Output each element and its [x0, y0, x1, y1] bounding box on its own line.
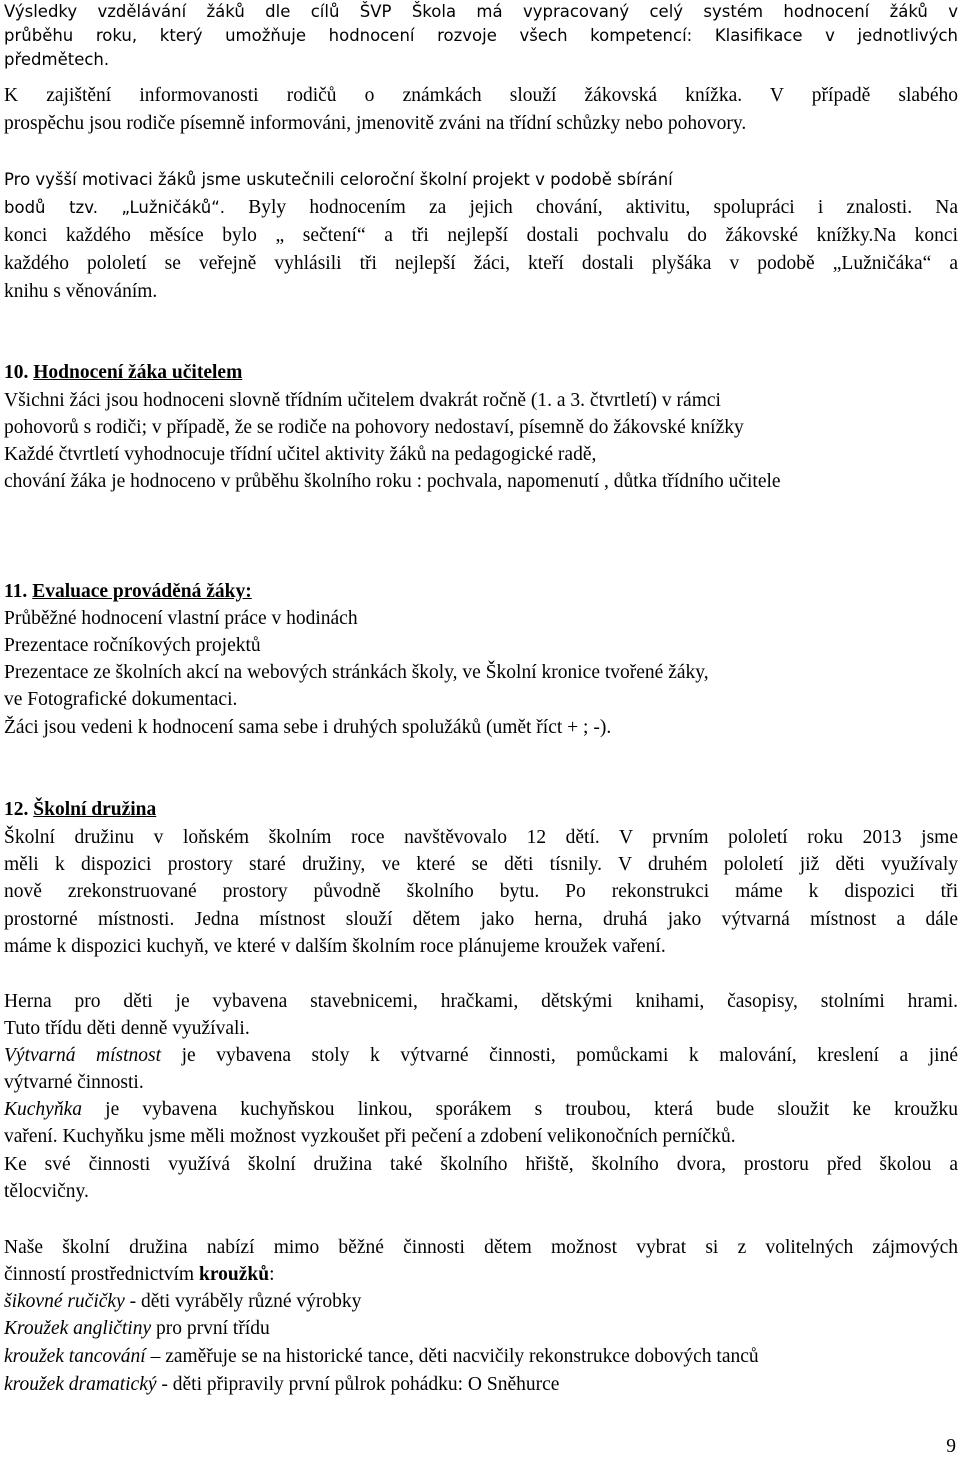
intro-line: prospěchu jsou rodiče písemně informováni, jmenovitě zváni na třídní schůzky nebo pohovory.	[4, 113, 747, 134]
club-item	[4, 1345, 958, 1369]
section-12-line: výtvarné činnosti.	[4, 1072, 144, 1093]
section-12-line: Školní družinu v loňském školním roce navštěvovalo 12 dětí. V prvním pololetí roku 2013 jsme	[4, 827, 958, 848]
intro-line: K zajištění informovanosti rodičů o známkách slouží žákovská knížka. V případě slabého	[4, 85, 958, 106]
motivation-term: bodů tzv. „Lužničáků“.	[4, 198, 226, 217]
section-12-line	[4, 1263, 958, 1287]
club-name: šikovné ručičky	[4, 1291, 125, 1312]
room-desc: je vybavena kuchyňskou linkou, sporákem s troubou, která bude sloužit ke kroužku	[81, 1099, 958, 1120]
club-desc: - děti připravily první půlrok pohádku: O Sněhurce	[156, 1374, 560, 1395]
section-12-line: Herna pro děti je vybavena stavebnicemi, hračkami, dětskými knihami, časopisy, stolními hrami.	[4, 991, 958, 1012]
motivation-line: konci každého měsíce bylo „ sečtení“ a tři nejlepší dostali pochvalu do žákovské knížky.Na konci	[4, 225, 958, 246]
section-11-heading	[4, 580, 958, 604]
club-name: Kroužek angličtiny	[4, 1318, 152, 1339]
motivation-text: Byly hodnocením za jejich chování, aktivitu, spolupráci i znalosti. Na	[225, 197, 959, 218]
room-term: Výtvarná místnost	[4, 1045, 162, 1066]
section-11-line: Prezentace ročníkových projektů	[4, 635, 261, 656]
section-title: Evaluace prováděná žáky:	[32, 581, 252, 602]
club-name: kroužek dramatický	[4, 1374, 157, 1395]
section-title: Školní družina	[33, 799, 157, 820]
clubs-term: kroužků	[198, 1264, 270, 1285]
section-12-line: nově zrekonstruované prostory původně školního bytu. Po rekonstrukci máme k dispozici tři	[4, 881, 958, 902]
section-11-line: Prezentace ze školních akcí na webových stránkách školy, ve Školní kronice tvořené žáky,	[4, 662, 709, 683]
club-desc: – zaměřuje se na historické tance, děti nacvičily rekonstrukce dobových tanců	[145, 1346, 759, 1367]
section-12-line: prostorné místnosti. Jedna místnost slouží dětem jako herna, druhá jako výtvarná místnost a dále	[4, 909, 958, 930]
section-12-line: máme k dispozici kuchyň, ve které v dalším školním roce plánujeme kroužek vaření.	[4, 936, 666, 957]
section-10-line: pohovorů s rodiči; v případě, že se rodiče na pohovory nedostaví, písemně do žákovské knížky	[4, 417, 744, 438]
motivation-line: knihu s věnováním.	[4, 281, 158, 302]
club-item	[4, 1373, 958, 1397]
section-10-line: Každé čtvrtletí vyhodnocuje třídní učitel aktivity žáků na pedagogické radě,	[4, 444, 597, 465]
section-number: 11.	[4, 581, 28, 602]
club-desc: pro první třídu	[151, 1318, 270, 1339]
section-10-line: chování žáka je hodnoceno v průběhu školního roku : pochvala, napomenutí , důtka třídního učitele	[4, 471, 781, 492]
room-desc: je vybavena stoly k výtvarné činnosti, pomůckami k malování, kreslení a jiné	[161, 1045, 958, 1066]
page-number: 9	[946, 1436, 956, 1457]
motivation-line	[4, 196, 958, 220]
clubs-intro: činností prostřednictvím	[4, 1264, 199, 1285]
section-11-line: ve Fotografické dokumentaci.	[4, 689, 238, 710]
section-12-line: Ke své činnosti využívá školní družina také školního hřiště, školního dvora, prostoru před školou a	[4, 1154, 958, 1175]
club-item	[4, 1290, 958, 1314]
section-12-line: měli k dispozici prostory staré družiny, ve které se děti tísnily. V druhém pololetí již děti využívaly	[4, 854, 958, 875]
clubs-colon: :	[269, 1264, 275, 1285]
section-12-line	[4, 1098, 958, 1122]
section-10-heading	[4, 361, 958, 385]
motivation-line: každého pololetí se veřejně vyhlásili tři nejlepší žáci, kteří dostali plyšáka v podobě „Lužničáka“ a	[4, 253, 958, 274]
motivation-line: Pro vyšší motivaci žáků jsme uskutečnili celoroční školní projekt v podobě sbírání	[4, 170, 673, 189]
club-item	[4, 1317, 958, 1341]
club-desc: - děti vyráběly různé výrobky	[124, 1291, 362, 1312]
section-number: 10.	[4, 362, 29, 383]
section-12-heading	[4, 798, 958, 822]
section-number: 12.	[4, 799, 29, 820]
section-12-line	[4, 1044, 958, 1068]
section-11-line: Průběžné hodnocení vlastní práce v hodinách	[4, 608, 358, 629]
club-name: kroužek tancování	[4, 1346, 146, 1367]
intro-line: průběhu roku, který umožňuje hodnocení rozvoje všech kompetencí: Klasifikace v jednotlivých	[4, 26, 958, 45]
section-12-line: Tuto třídu děti denně využívali.	[4, 1018, 250, 1039]
section-title: Hodnocení žáka učitelem	[33, 362, 243, 383]
intro-line: předmětech.	[4, 50, 110, 69]
section-11-line: Žáci jsou vedeni k hodnocení sama sebe i druhých spolužáků (umět říct + ; -).	[4, 717, 612, 738]
intro-line: Výsledky vzdělávání žáků dle cílů ŠVP Škola má vypracovaný celý systém hodnocení žáků v	[4, 2, 958, 21]
section-10-line: Všichni žáci jsou hodnoceni slovně třídním učitelem dvakrát ročně (1. a 3. čtvrtletí) v rámci	[4, 390, 721, 411]
room-term: Kuchyňka	[4, 1099, 82, 1120]
section-12-line: vaření. Kuchyňku jsme měli možnost vyzkoušet při pečení a zdobení velikonočních perníčků.	[4, 1126, 736, 1147]
section-12-line: Naše školní družina nabízí mimo běžné činnosti dětem možnost vybrat si z volitelných zájmových	[4, 1237, 958, 1258]
section-12-line: tělocvičny.	[4, 1181, 89, 1202]
